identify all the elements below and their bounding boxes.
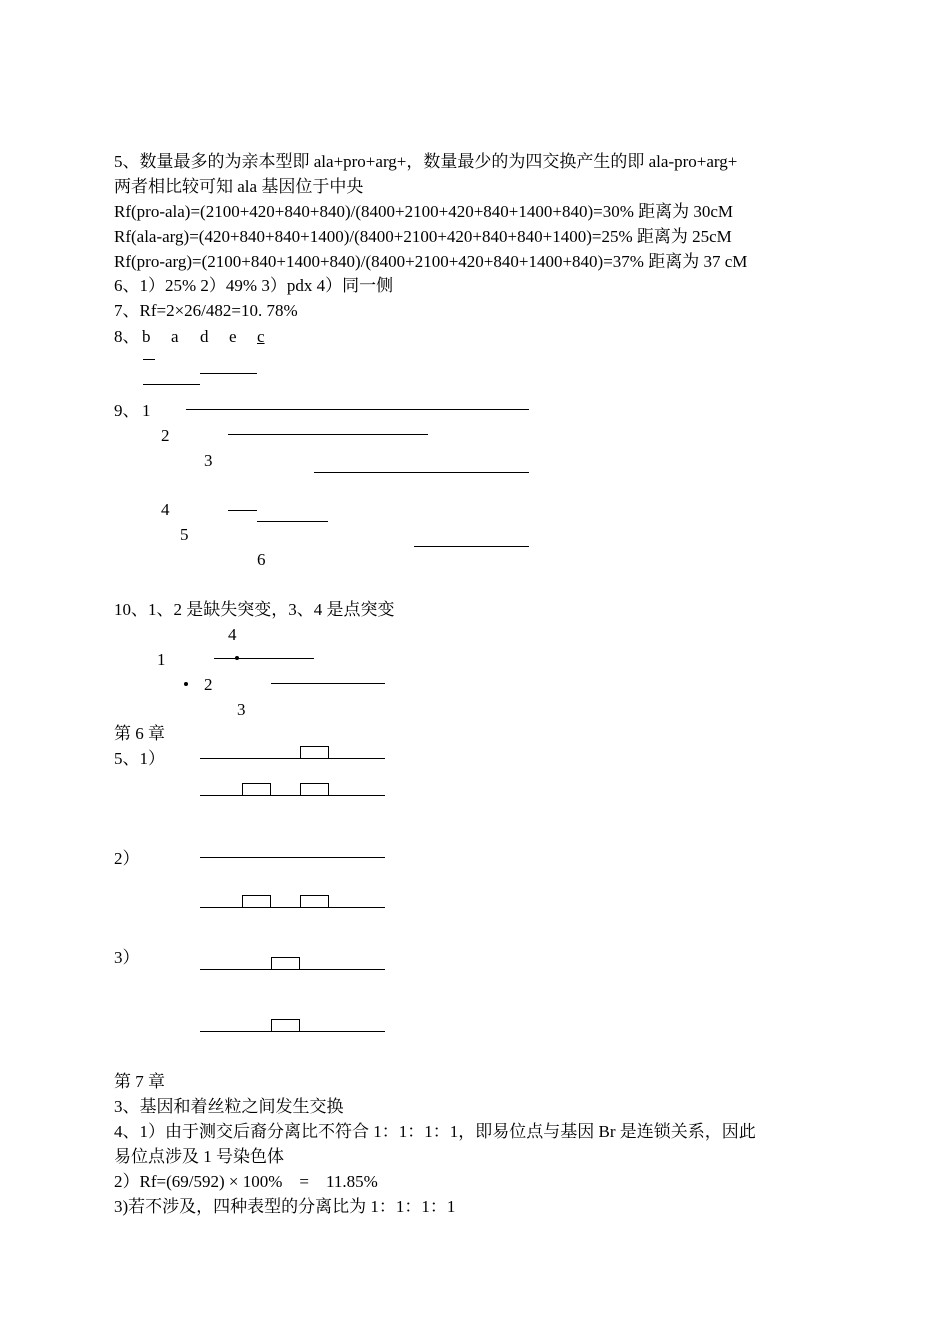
q5-rf-ala-arg: Rf(ala-arg)=(420+840+840+1400)/(8400+2100+420+840+840+1400)=25% 距离为 25cM — [114, 227, 732, 246]
q9-prefix: 9、 — [114, 401, 140, 420]
q9-label-1: 1 — [142, 401, 151, 420]
ch6-p1-chromosome-b — [200, 795, 385, 796]
ch7-q4-line-1: 4、1）由于测交后裔分离比不符合 1：1：1：1，即易位点与基因 Br 是连锁关系，因此 — [114, 1122, 756, 1141]
q5-line-1: 5、数量最多的为亲本型即 ala+pro+arg+，数量最少的为四交换产生的即 ala-pro+arg+ — [114, 152, 738, 171]
ch6-p2-insertion-b1 — [242, 895, 271, 908]
q10-label-3: 3 — [237, 700, 246, 719]
ch6-q5-label: 5、1） — [114, 749, 165, 768]
q8-gene-c: c — [257, 327, 265, 346]
q8-gene-b: b — [142, 327, 151, 346]
q10-deletion-1 — [214, 658, 314, 659]
q9-label-2: 2 — [161, 426, 170, 445]
q5-rf-pro-arg: Rf(pro-arg)=(2100+840+1400+840)/(8400+2100+420+840+1400+840)=37% 距离为 37 cM — [114, 252, 748, 271]
q9-deletion-3 — [314, 472, 529, 473]
q9-label-6: 6 — [257, 550, 266, 569]
q9-deletion-1 — [186, 409, 529, 410]
q9-label-3: 3 — [204, 451, 213, 470]
q9-deletion-5 — [414, 546, 529, 547]
ch6-p2-insertion-b2 — [300, 895, 329, 908]
q9-label-5: 5 — [180, 525, 189, 544]
q8-gene-a: a — [171, 327, 179, 346]
ch7-q4-line-2: 易位点涉及 1 号染色体 — [114, 1147, 284, 1166]
q5-rf-pro-ala: Rf(pro-ala)=(2100+420+840+840)/(8400+2100+420+840+1400+840)=30% 距离为 30cM — [114, 202, 734, 221]
ch6-p2-chromosome-a — [200, 857, 385, 858]
q9-deletion-4a — [228, 510, 257, 511]
q10-label-1: 1 — [157, 650, 166, 669]
q10-label-2: 2 — [204, 675, 213, 694]
q8-gene-e: e — [229, 327, 237, 346]
ch6-p3-insertion-a — [271, 957, 300, 970]
q6-answer: 6、1）25% 2）49% 3）pdx 4）同一侧 — [114, 276, 394, 295]
q5-line-2: 两者相比较可知 ala 基因位于中央 — [114, 177, 364, 196]
ch6-part2-label: 2） — [114, 849, 140, 868]
q7-answer: 7、Rf=2×26/482=10. 78% — [114, 301, 298, 320]
q10-point-4 — [235, 656, 239, 660]
ch6-p3-insertion-b — [271, 1019, 300, 1032]
ch6-p1-insertion-b2 — [300, 783, 329, 796]
q8-segment-1 — [143, 359, 155, 360]
ch7-q4-line-4: 3)若不涉及，四种表型的分离比为 1：1：1：1 — [114, 1197, 456, 1216]
q10-label-4: 4 — [228, 625, 237, 644]
ch6-p2-chromosome-b — [200, 907, 385, 908]
ch7-q3-answer: 3、基因和着丝粒之间发生交换 — [114, 1097, 344, 1116]
chapter-6-title: 第 6 章 — [114, 724, 165, 743]
q8-segment-2 — [200, 373, 257, 374]
q10-deletion-2 — [271, 683, 385, 684]
chapter-7-title: 第 7 章 — [114, 1072, 165, 1091]
ch6-p1-insertion-b1 — [242, 783, 271, 796]
ch6-p1-insertion-a — [300, 746, 329, 759]
q9-deletion-2 — [228, 434, 428, 435]
q8-segment-3 — [143, 384, 200, 385]
q9-label-4: 4 — [161, 500, 170, 519]
q10-point-3 — [184, 682, 188, 686]
q10-answer: 10、1、2 是缺失突变，3、4 是点突变 — [114, 600, 395, 619]
ch7-q4-line-3: 2）Rf=(69/592) × 100% = 11.85% — [114, 1172, 378, 1191]
q9-deletion-4b — [257, 521, 328, 522]
ch6-p1-chromosome-a — [200, 758, 385, 759]
q8-gene-d: d — [200, 327, 209, 346]
q8-prefix: 8、 — [114, 327, 140, 346]
ch6-part3-label: 3） — [114, 948, 140, 967]
